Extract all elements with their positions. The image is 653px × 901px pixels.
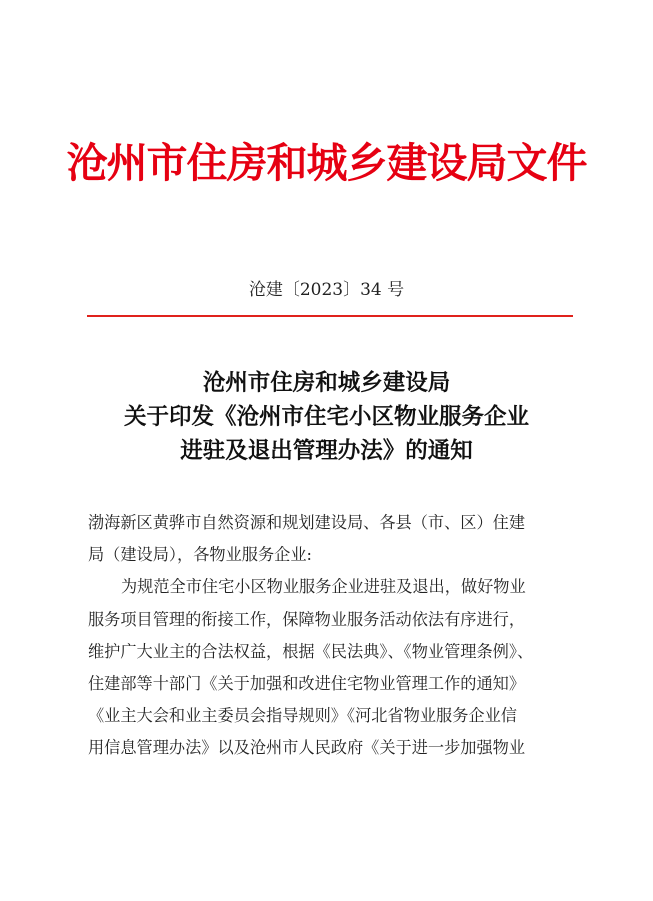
- recipients-line: 局（建设局），各物业服务企业:: [88, 545, 312, 565]
- paragraph-line: 服务项目管理的衔接工作，保障物业服务活动依法有序进行，: [88, 609, 526, 629]
- title-line: 进驻及退出管理办法》的通知: [180, 438, 473, 464]
- title-line: 沧州市住房和城乡建设局: [202, 370, 451, 396]
- red-divider-line: [87, 315, 573, 317]
- paragraph-line: 住建部等十部门《关于加强和改进住宅物业管理工作的通知》: [88, 674, 526, 694]
- paragraph-line: 维护广大业主的合法权益，根据《民法典》、《物业管理条例》、: [88, 641, 534, 661]
- paragraph-line: 为规范全市住宅小区物业服务企业进驻及退出，做好物业: [121, 577, 526, 597]
- document-number: 沧建〔2023〕34 号: [248, 280, 405, 300]
- paragraph-line: 《业主大会和业主委员会指导规则》《河北省物业服务企业信: [88, 706, 517, 726]
- document-body: [88, 507, 574, 765]
- paragraph-line: 用信息管理办法》以及沧州市人民政府《关于进一步加强物业: [88, 738, 526, 758]
- document-header-title: 沧州市住房和城乡建设局文件: [66, 139, 587, 187]
- recipients-line: 渤海新区黄骅市自然资源和规划建设局、各县（市、区）住建: [88, 513, 526, 532]
- notice-title: [0, 366, 653, 468]
- title-line: 关于印发《沧州市住宅小区物业服务企业: [123, 404, 529, 430]
